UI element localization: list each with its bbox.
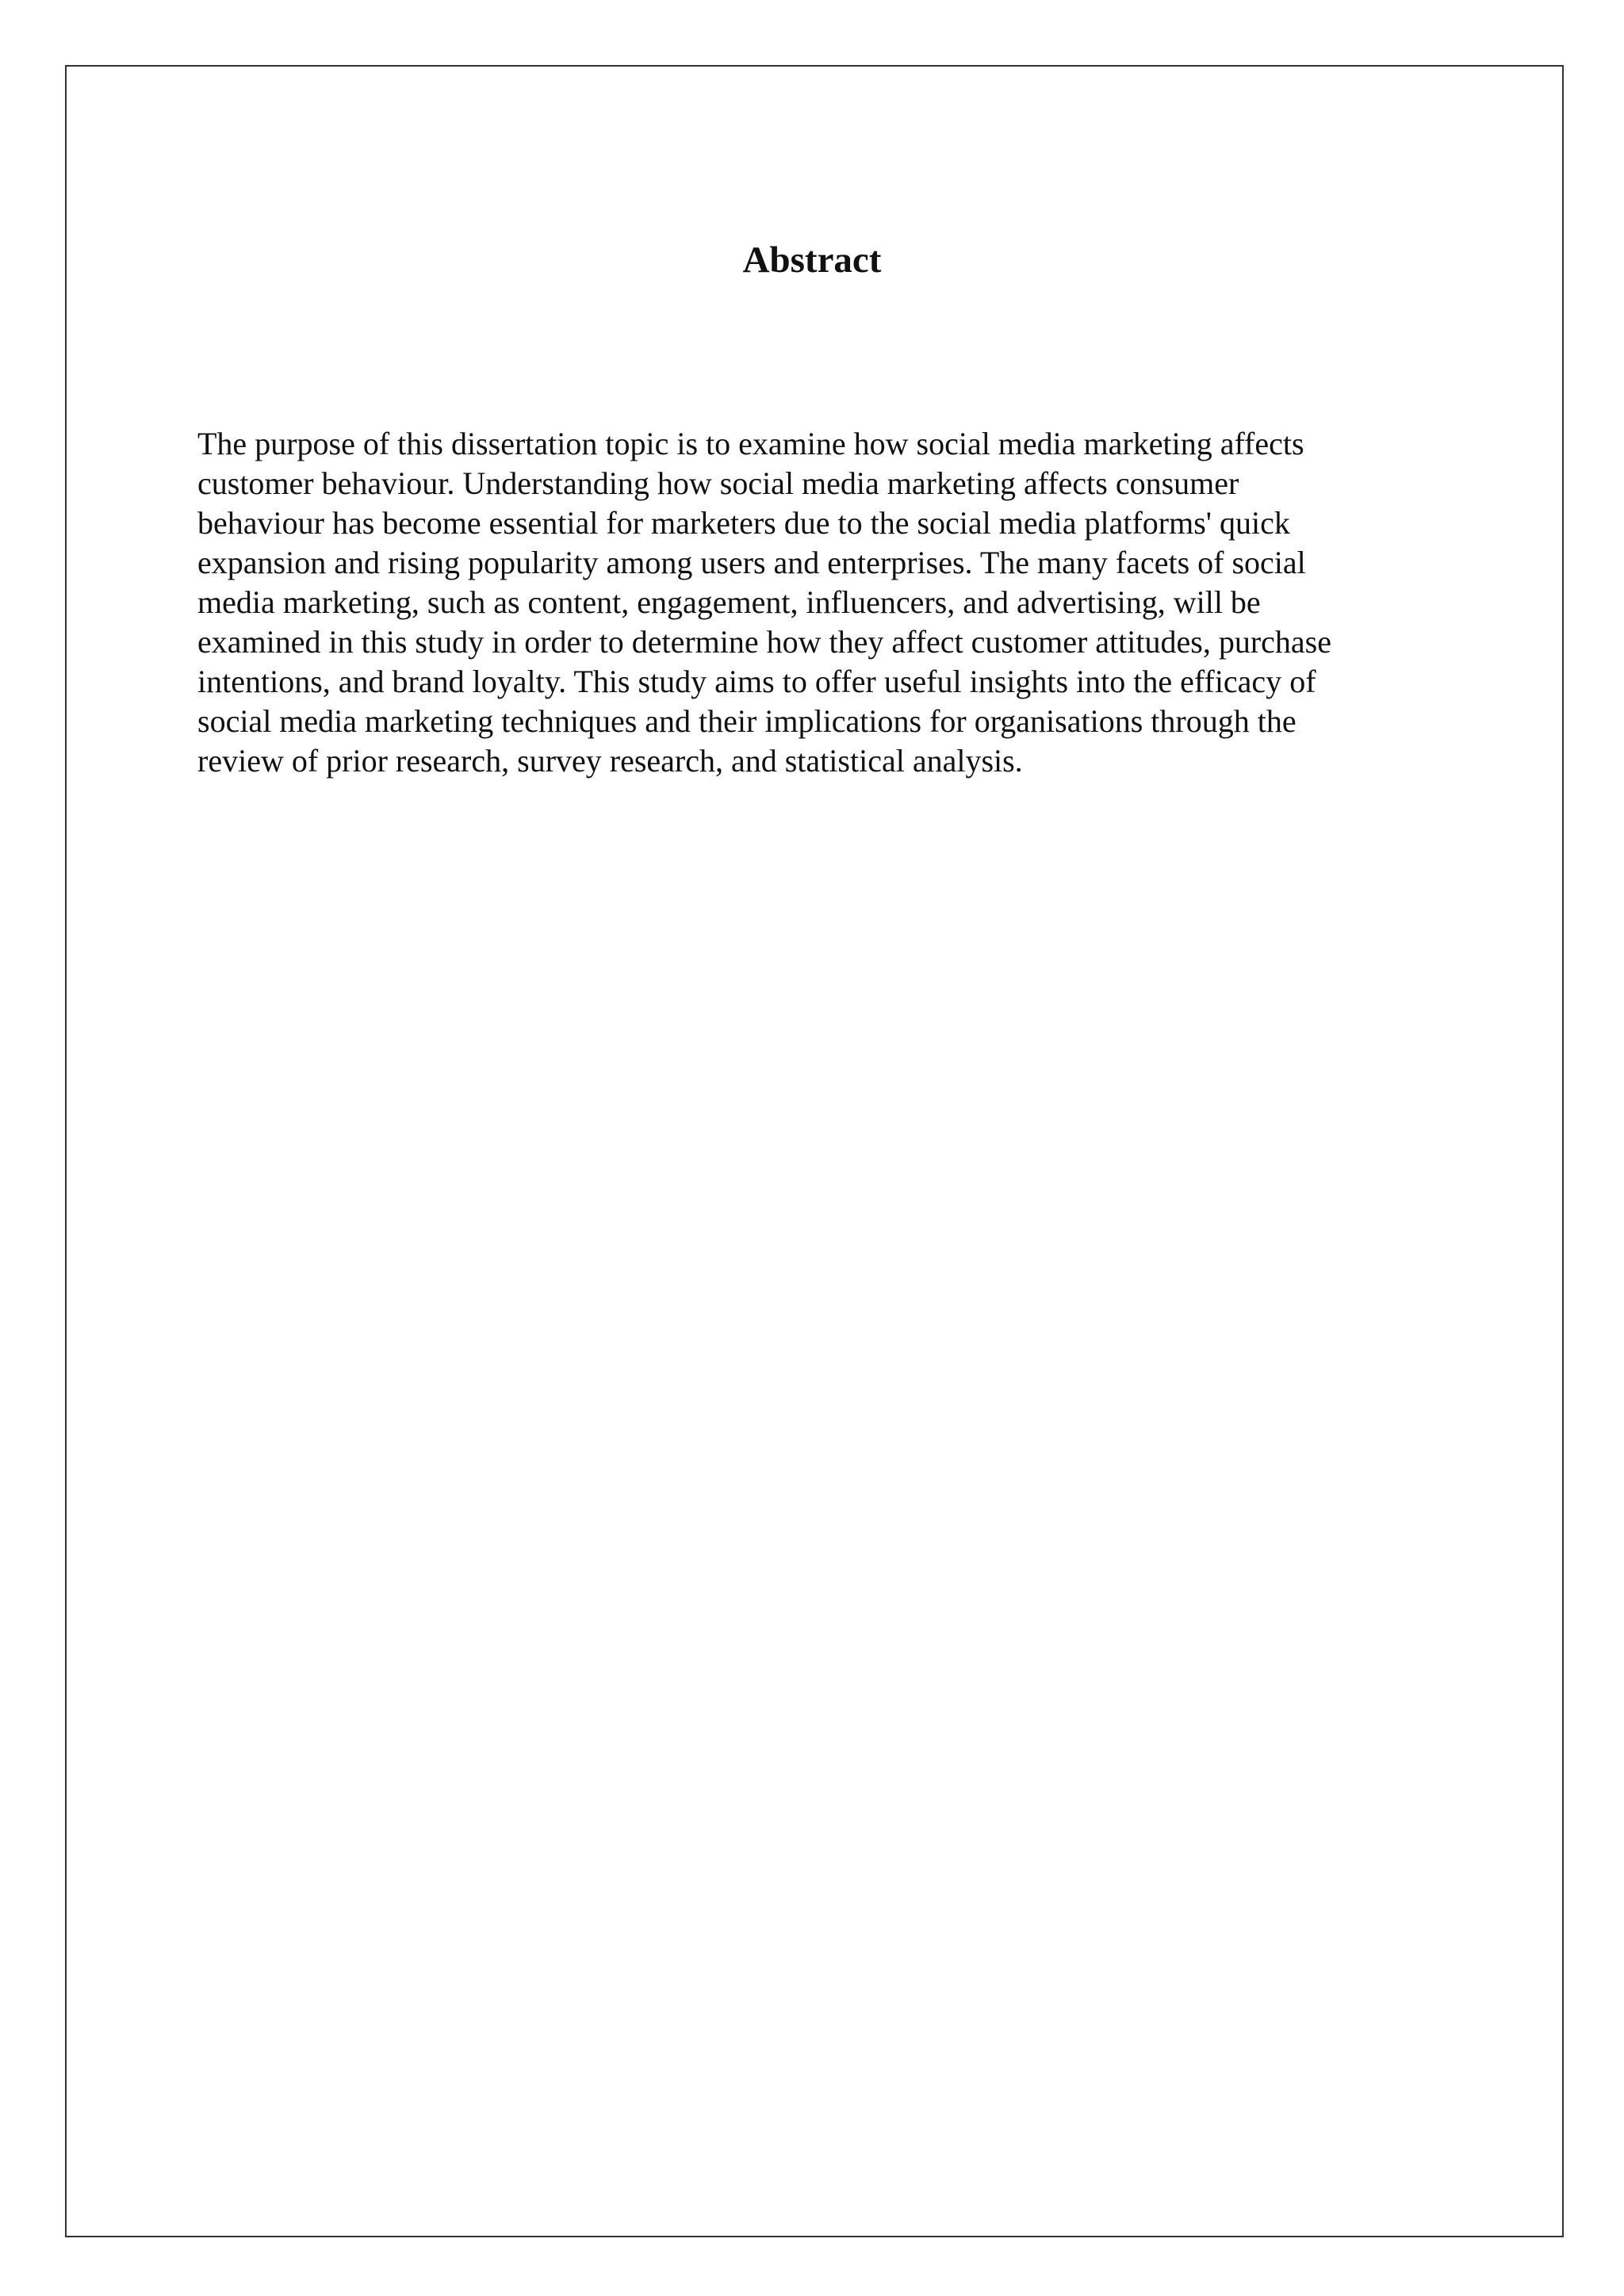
page-title: Abstract [742,239,882,281]
abstract-paragraph [197,424,1434,781]
abstract-line: expansion and rising popularity among users and enterprises. The many facets of social [197,545,1306,580]
abstract-line: media marketing, such as content, engagement, influencers, and advertising, will be [197,584,1261,620]
abstract-line: behaviour has become essential for marketers due to the social media platforms' quick [197,505,1290,541]
abstract-line: examined in this study in order to determine how they affect customer attitudes, purchase [197,624,1331,660]
abstract-line: The purpose of this dissertation topic is to examine how social media marketing affects [197,426,1304,461]
abstract-line: social media marketing techniques and their implications for organisations through the [197,703,1297,739]
abstract-line: intentions, and brand loyalty. This study aims to offer useful insights into the efficacy of [197,664,1316,699]
abstract-line: review of prior research, survey research, and statistical analysis. [197,743,1023,779]
abstract-line: customer behaviour. Understanding how social media marketing affects consumer [197,465,1239,501]
page-border [65,65,1564,2237]
